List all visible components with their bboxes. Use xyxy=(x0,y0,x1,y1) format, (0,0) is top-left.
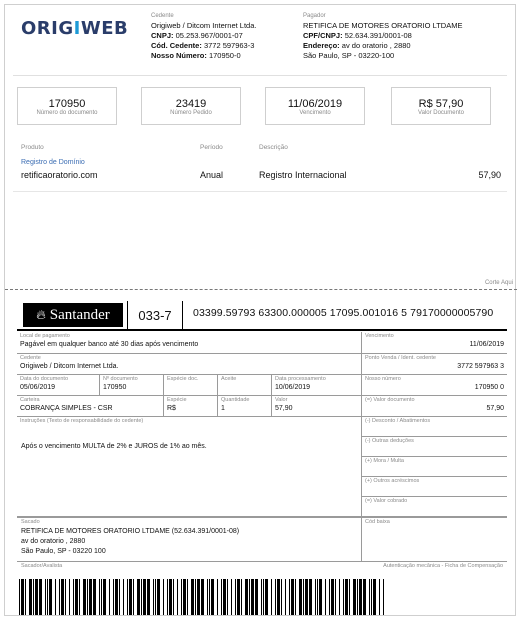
barcode-bar xyxy=(335,579,336,615)
barcode-bar xyxy=(359,579,362,615)
cedente-block: Cedente Origiweb / Ditcom Internet Ltda. CNPJ: 05.253.967/0001-07 Cód. Cedente: 3772 597963-3 Nosso Número: 170950-0 xyxy=(151,13,257,60)
valor-cobrado-cell: (=) Valor cobrado xyxy=(361,497,507,517)
barcode-bar xyxy=(353,579,356,615)
barcode-bar xyxy=(349,579,350,615)
divider xyxy=(361,517,362,561)
barcode-bar xyxy=(167,579,168,615)
barcode-bar xyxy=(59,579,60,615)
barcode-bar xyxy=(295,579,296,615)
barcode-bar xyxy=(305,579,308,615)
product-price: 57,90 xyxy=(478,170,501,180)
summary-amount: R$ 57,90 Valor Documento xyxy=(391,87,491,125)
barcode-bar xyxy=(103,579,106,615)
barcode-bar xyxy=(25,579,26,615)
barcode-bar xyxy=(371,579,372,615)
barcode-bar xyxy=(123,579,124,615)
barcode-bar xyxy=(35,579,38,615)
nosso-numero-cell: Nosso número 170950 0 xyxy=(361,375,507,396)
barcode-bar xyxy=(263,579,264,615)
instrucoes-cell: Instruções (Texto de responsabilidade do cedente) xyxy=(17,417,361,517)
divider xyxy=(17,517,507,518)
cod-baixa-label: Cód baixa xyxy=(365,519,390,525)
barcode-bar xyxy=(291,579,294,615)
barcode-bar xyxy=(223,579,226,615)
barcode-bar xyxy=(79,579,80,615)
barcode-bar xyxy=(87,579,88,615)
barcode-bar xyxy=(217,579,218,615)
barcode-bar xyxy=(343,579,344,615)
barcode-bar xyxy=(33,579,34,615)
barcode-bar xyxy=(177,579,178,615)
valor-documento-cell: (=) Valor documento 57,90 xyxy=(361,396,507,417)
barcode-bar xyxy=(251,579,254,615)
barcode-bar xyxy=(113,579,114,615)
barcode-bar xyxy=(235,579,236,615)
outras-deducoes-cell: (-) Outras deduções xyxy=(361,437,507,457)
instrucoes-text: Após o vencimento MULTA de 2% e JUROS de 1% ao mês. xyxy=(21,443,207,450)
barcode-bar xyxy=(109,579,110,615)
barcode-bar xyxy=(383,579,384,615)
barcode-bar xyxy=(197,579,200,615)
cedente-name: Origiweb / Ditcom Internet Ltda. xyxy=(151,21,257,30)
barcode-bar xyxy=(115,579,118,615)
barcode-bar xyxy=(21,579,24,615)
invoice-page xyxy=(4,4,516,616)
desconto-cell: (-) Desconto / Abatimentos xyxy=(361,417,507,437)
barcode-bar xyxy=(241,579,242,615)
barcode-bar xyxy=(249,579,250,615)
barcode-bar xyxy=(133,579,134,615)
barcode-bar xyxy=(49,579,52,615)
barcode-bar xyxy=(303,579,304,615)
origiweb-logo: ORIGIWEB xyxy=(21,18,129,39)
barcode-bar xyxy=(173,579,174,615)
barcode-bar xyxy=(45,579,46,615)
barcode-bar xyxy=(181,579,182,615)
barcode-bar xyxy=(317,579,318,615)
barcode-bar xyxy=(83,579,86,615)
pagador-block: Pagador RETIFICA DE MOTORES ORATORIO LTDAME CPF/CNPJ: 52.634.391/0001-08 Endereço: av do oratorio , 2880 São Paulo, SP - 03220-100 xyxy=(303,13,463,60)
barcode-bar xyxy=(363,579,366,615)
barcode-bar xyxy=(69,579,70,615)
barcode-bar xyxy=(65,579,66,615)
santander-logo: 🔥︎ Santander xyxy=(23,303,123,327)
barcode-bar xyxy=(255,579,258,615)
col-header-descricao: Descrição xyxy=(259,144,288,151)
barcode-bar xyxy=(271,579,272,615)
sacado-label: Sacado xyxy=(21,519,40,525)
barcode-bar xyxy=(141,579,142,615)
barcode-bar xyxy=(339,579,340,615)
sacado-line-3: São Paulo, SP - 03220 100 xyxy=(21,548,106,555)
barcode-bar xyxy=(227,579,228,615)
barcode-bar xyxy=(237,579,240,615)
barcode-bar xyxy=(147,579,150,615)
aceite-cell: Aceite xyxy=(217,375,271,396)
barcode-bar xyxy=(221,579,222,615)
cedente-cell: Cedente Origiweb / Ditcom Internet Ltda. xyxy=(17,354,361,375)
pagador-name: RETIFICA DE MOTORES ORATORIO LTDAME xyxy=(303,21,463,30)
pagador-city: São Paulo, SP - 03220-100 xyxy=(303,51,395,60)
cut-line xyxy=(5,289,517,290)
barcode-bar xyxy=(137,579,140,615)
barcode-bar xyxy=(157,579,160,615)
barcode-bar xyxy=(357,579,358,615)
sacado-line-2: av do oratorio , 2880 xyxy=(21,538,86,545)
barcode-bar xyxy=(209,579,210,615)
barcode-bar xyxy=(315,579,316,615)
barcode-bar xyxy=(39,579,42,615)
barcode-bar xyxy=(211,579,214,615)
especie-doc-cell: Espécie doc. xyxy=(163,375,217,396)
num-documento-cell: Nº documento 170950 xyxy=(99,375,163,396)
data-documento-cell: Data do documento 05/06/2019 xyxy=(17,375,99,396)
barcode-bar xyxy=(153,579,154,615)
mora-multa-cell: (+) Mora / Multa xyxy=(361,457,507,477)
barcode-bar xyxy=(163,579,164,615)
barcode-bar xyxy=(331,579,334,615)
divider xyxy=(13,75,507,76)
barcode-bar xyxy=(285,579,286,615)
pagador-label: Pagador xyxy=(303,13,326,19)
linha-digitavel: 03399.59793 63300.000005 17095.001016 5 79170000005790 xyxy=(193,307,494,319)
barcode-bar xyxy=(75,579,78,615)
cedente-label: Cedente xyxy=(151,13,174,19)
data-processamento-cell: Data processamento 10/06/2019 xyxy=(271,375,361,396)
barcode-bar xyxy=(89,579,92,615)
valor-cell: Valor 57,90 xyxy=(271,396,361,417)
barcode-bar xyxy=(143,579,146,615)
barcode xyxy=(19,579,387,615)
barcode-bar xyxy=(201,579,204,615)
barcode-bar xyxy=(29,579,32,615)
barcode-bar xyxy=(47,579,48,615)
product-period: Anual xyxy=(200,170,224,180)
barcode-bar xyxy=(277,579,280,615)
barcode-bar xyxy=(73,579,74,615)
cut-here-label: Corte Aqui xyxy=(484,280,513,286)
barcode-bar xyxy=(155,579,156,615)
barcode-bar xyxy=(319,579,322,615)
barcode-bar xyxy=(191,579,194,615)
barcode-bar xyxy=(129,579,132,615)
barcode-bar xyxy=(127,579,128,615)
product-title: Registro de Domínio xyxy=(21,159,85,166)
divider xyxy=(13,191,507,192)
bank-code: 033-7 xyxy=(127,301,183,329)
pagador-address: av do oratorio , 2880 xyxy=(341,41,411,50)
agencia-cell: Ponto Venda / Ident. cedente 3772 597963 3 xyxy=(361,354,507,375)
divider xyxy=(17,561,507,562)
barcode-bar xyxy=(299,579,302,615)
quantidade-cell: Quantidade 1 xyxy=(217,396,271,417)
barcode-bar xyxy=(329,579,330,615)
barcode-bar xyxy=(231,579,232,615)
barcode-bar xyxy=(169,579,172,615)
vencimento-cell: Vencimento 11/06/2019 xyxy=(361,332,507,354)
barcode-bar xyxy=(289,579,290,615)
barcode-bar xyxy=(61,579,64,615)
barcode-bar xyxy=(275,579,276,615)
barcode-bar xyxy=(369,579,370,615)
outros-acrescimos-cell: (+) Outros acréscimos xyxy=(361,477,507,497)
barcode-bar xyxy=(99,579,100,615)
barcode-bar xyxy=(19,579,20,615)
barcode-bar xyxy=(379,579,380,615)
local-pagamento-cell: Local de pagamento Pagável em qualquer banco até 30 dias após vencimento xyxy=(17,332,361,354)
cedente-cnpj: 05.253.967/0001-07 xyxy=(175,31,243,40)
summary-order-number: 23419 Número Pedido xyxy=(141,87,241,125)
pagador-cnpj: 52.634.391/0001-08 xyxy=(344,31,412,40)
barcode-bar xyxy=(187,579,188,615)
barcode-bar xyxy=(373,579,376,615)
barcode-bar xyxy=(119,579,120,615)
barcode-bar xyxy=(245,579,248,615)
barcode-bar xyxy=(183,579,186,615)
barcode-bar xyxy=(265,579,268,615)
cedente-code: 3772 597963-3 xyxy=(203,41,255,50)
especie-cell: Espécie R$ xyxy=(163,396,217,417)
summary-due-date: 11/06/2019 Vencimento xyxy=(265,87,365,125)
barcode-bar xyxy=(309,579,312,615)
autenticacao-label: Autenticação mecânica - Ficha de Compensação xyxy=(383,563,503,569)
carteira-cell: Carteira COBRANÇA SIMPLES - CSR xyxy=(17,396,163,417)
barcode-bar xyxy=(195,579,196,615)
col-header-produto: Produto xyxy=(21,144,44,151)
product-domain: retificaoratorio.com xyxy=(21,170,98,180)
barcode-bar xyxy=(93,579,96,615)
boleto-header xyxy=(17,301,507,331)
flame-icon: 🔥︎ xyxy=(36,307,46,322)
barcode-bar xyxy=(207,579,208,615)
barcode-bar xyxy=(55,579,56,615)
barcode-bar xyxy=(345,579,348,615)
barcode-bar xyxy=(101,579,102,615)
barcode-bar xyxy=(325,579,326,615)
summary-doc-number: 170950 Número do documento xyxy=(17,87,117,125)
barcode-bar xyxy=(281,579,282,615)
col-header-periodo: Período xyxy=(200,144,223,151)
barcode-bar xyxy=(261,579,262,615)
sacado-line-1: RETIFICA DE MOTORES ORATORIO LTDAME (52.634.391/0001-08) xyxy=(21,528,240,535)
nosso-numero: 170950-0 xyxy=(208,51,241,60)
sacador-avalista-label: Sacador/Avalista xyxy=(21,563,63,569)
product-description: Registro Internacional xyxy=(259,170,347,180)
